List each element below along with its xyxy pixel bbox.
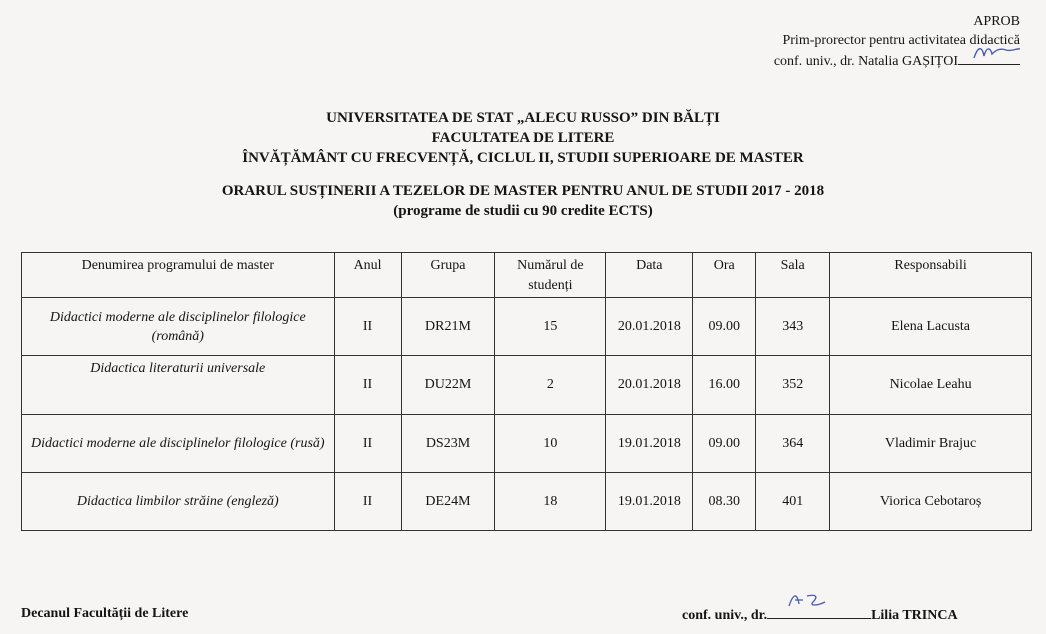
cell-date: 20.01.2018 (606, 356, 693, 415)
col-header-program: Denumirea programului de master (22, 253, 335, 298)
table-header-row (22, 253, 1032, 298)
schedule-title: ORARUL SUSȚINERII A TEZELOR DE MASTER PENTRU ANUL DE STUDII 2017 - 2018 (221, 183, 825, 199)
cell-students: 18 (495, 473, 606, 531)
signature-line (958, 50, 1020, 65)
cell-students: 2 (495, 356, 606, 415)
cell-program: Didactici moderne ale disciplinelor filologice (română) (22, 298, 335, 356)
col-header-students: Numărul de studenți (495, 253, 606, 298)
dean-signature-block (682, 604, 958, 624)
signature-mark-prorector (972, 44, 1022, 67)
cell-group: DR21M (401, 298, 495, 356)
cell-date: 20.01.2018 (606, 298, 693, 356)
cell-time: 08.30 (693, 473, 756, 531)
cell-time: 16.00 (693, 356, 756, 415)
table-row (22, 415, 1032, 473)
cell-time: 09.00 (693, 298, 756, 356)
university-name: UNIVERSITATEA DE STAT „ALECU RUSSO” DIN BĂLȚI (326, 110, 720, 126)
approval-name: conf. univ., dr. Natalia GAȘIȚOI (773, 54, 958, 69)
cell-room: 401 (756, 473, 830, 531)
table-row (22, 473, 1032, 531)
col-header-responsible: Responsabili (830, 253, 1032, 298)
document-header (0, 108, 1046, 221)
cell-date: 19.01.2018 (606, 415, 693, 473)
cell-year: II (334, 415, 401, 473)
cell-date: 19.01.2018 (606, 473, 693, 531)
cell-students: 10 (495, 415, 606, 473)
dean-name: Lilia TRINCA (871, 608, 958, 623)
cell-room: 343 (756, 298, 830, 356)
dean-title: conf. univ., dr. (682, 608, 768, 623)
approval-block (774, 12, 1020, 71)
approval-signer (774, 50, 1020, 71)
cell-program: Didactica limbilor străine (engleză) (22, 473, 335, 531)
dean-signature-line (767, 604, 871, 619)
signature-mark-dean (785, 590, 829, 614)
cell-responsible: Vladimir Brajuc (830, 415, 1032, 473)
cell-students: 15 (495, 298, 606, 356)
cell-year: II (334, 298, 401, 356)
table-row (22, 356, 1032, 415)
cell-room: 364 (756, 415, 830, 473)
cell-time: 09.00 (693, 415, 756, 473)
cell-group: DE24M (401, 473, 495, 531)
dean-label: Decanul Facultății de Litere (21, 606, 189, 621)
cell-responsible: Elena Lacusta (830, 298, 1032, 356)
cell-responsible: Nicolae Leahu (830, 356, 1032, 415)
approval-position: Prim-prorector pentru activitatea didactică (782, 33, 1020, 48)
schedule-table (21, 252, 1032, 531)
cell-program: Didactici moderne ale disciplinelor filologice (rusă) (22, 415, 335, 473)
cell-program: Didactica literaturii universale (22, 356, 335, 415)
cell-room: 352 (756, 356, 830, 415)
cell-year: II (334, 356, 401, 415)
col-header-time: Ora (693, 253, 756, 298)
approval-title: APROB (973, 14, 1020, 29)
col-header-date: Data (606, 253, 693, 298)
cell-year: II (334, 473, 401, 531)
col-header-group: Grupa (401, 253, 495, 298)
col-header-room: Sala (756, 253, 830, 298)
study-form: ÎNVĂȚĂMÂNT CU FRECVENȚĂ, CICLUL II, STUDII SUPERIOARE DE MASTER (242, 150, 804, 166)
cell-group: DU22M (401, 356, 495, 415)
cell-responsible: Viorica Cebotaroș (830, 473, 1032, 531)
col-header-year: Anul (334, 253, 401, 298)
schedule-subtitle: (programe de studii cu 90 credite ECTS) (393, 203, 653, 219)
cell-group: DS23M (401, 415, 495, 473)
table-row (22, 298, 1032, 356)
faculty-name: FACULTATEA DE LITERE (431, 130, 615, 146)
